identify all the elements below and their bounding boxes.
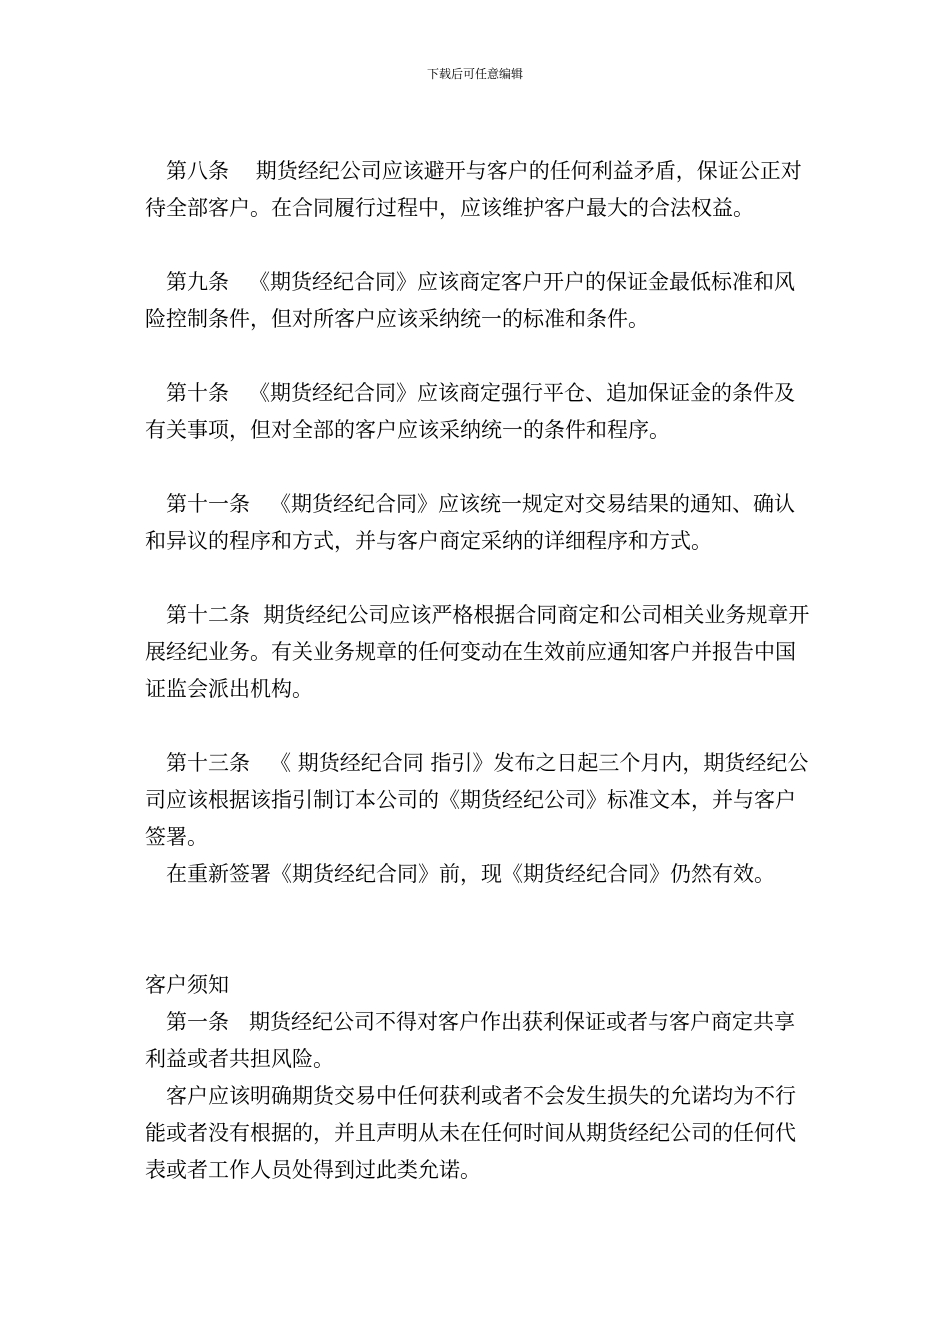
article-title: 第九条 [166,270,229,294]
article-10 [145,375,815,449]
article-text: 期货经纪公司应该严格根据合同商定和公司相关业务规章开展经纪业务。有关业务规章的任何变动在生效前应通知客户并报告中国证监会派出机构。 [145,603,810,701]
article-title: 第十二条 [166,603,250,627]
article-12 [145,597,815,708]
article-text: 期货经纪公司不得对客户作出获利保证或者与客户商定共享利益或者共担风险。 [145,1010,796,1071]
article-9 [145,264,815,338]
article-text: 期货经纪公司应该避开与客户的任何利益矛盾，保证公正对待全部客户。在合同履行过程中，应该维护客户最大的合法权益。 [145,159,802,220]
article-title: 第一条 [166,1010,229,1034]
article-text: 《期货经纪合同》应该商定强行平仓、追加保证金的条件及有关事项，但对全部的客户应该采纳统一的条件和程序。 [145,381,796,442]
article-8 [145,153,815,227]
article-13 [145,745,815,856]
page-header: 下载后可任意编辑 [426,67,523,81]
notice-heading: 客户须知 [145,973,229,997]
article-title: 第八条 [166,159,229,183]
article-title: 第十三条 [166,751,250,775]
article-text: 《期货经纪合同》应该商定客户开户的保证金最低标准和风险控制条件，但对所客户应该采纳统一的标准和条件。 [145,270,796,331]
article-13-extra: 在重新签署《期货经纪合同》前，现《期货经纪合同》仍然有效。 [166,862,775,886]
article-text: 《期货经纪合同》应该统一规定对交易结果的通知、确认和异议的程序和方式，并与客户商定采纳的详细程序和方式。 [145,492,796,553]
article-text: 《 期货经纪合同 指引》发布之日起三个月内，期货经纪公司应该根据该指引制订本公司的《期货经纪公司》标准文本，并与客户签署。 [145,751,809,849]
article-title: 第十条 [166,381,229,405]
article-title: 第十一条 [166,492,250,516]
notice-paragraph: 客户应该明确期货交易中任何获利或者不会发生损失的允诺均为不行能或者没有根据的，并且声明从未在任何时间从期货经纪公司的任何代表或者工作人员处得到过此类允诺。 [145,1084,796,1182]
document-body [145,153,815,1189]
article-11 [145,486,815,560]
notice-article-1 [145,1004,815,1078]
